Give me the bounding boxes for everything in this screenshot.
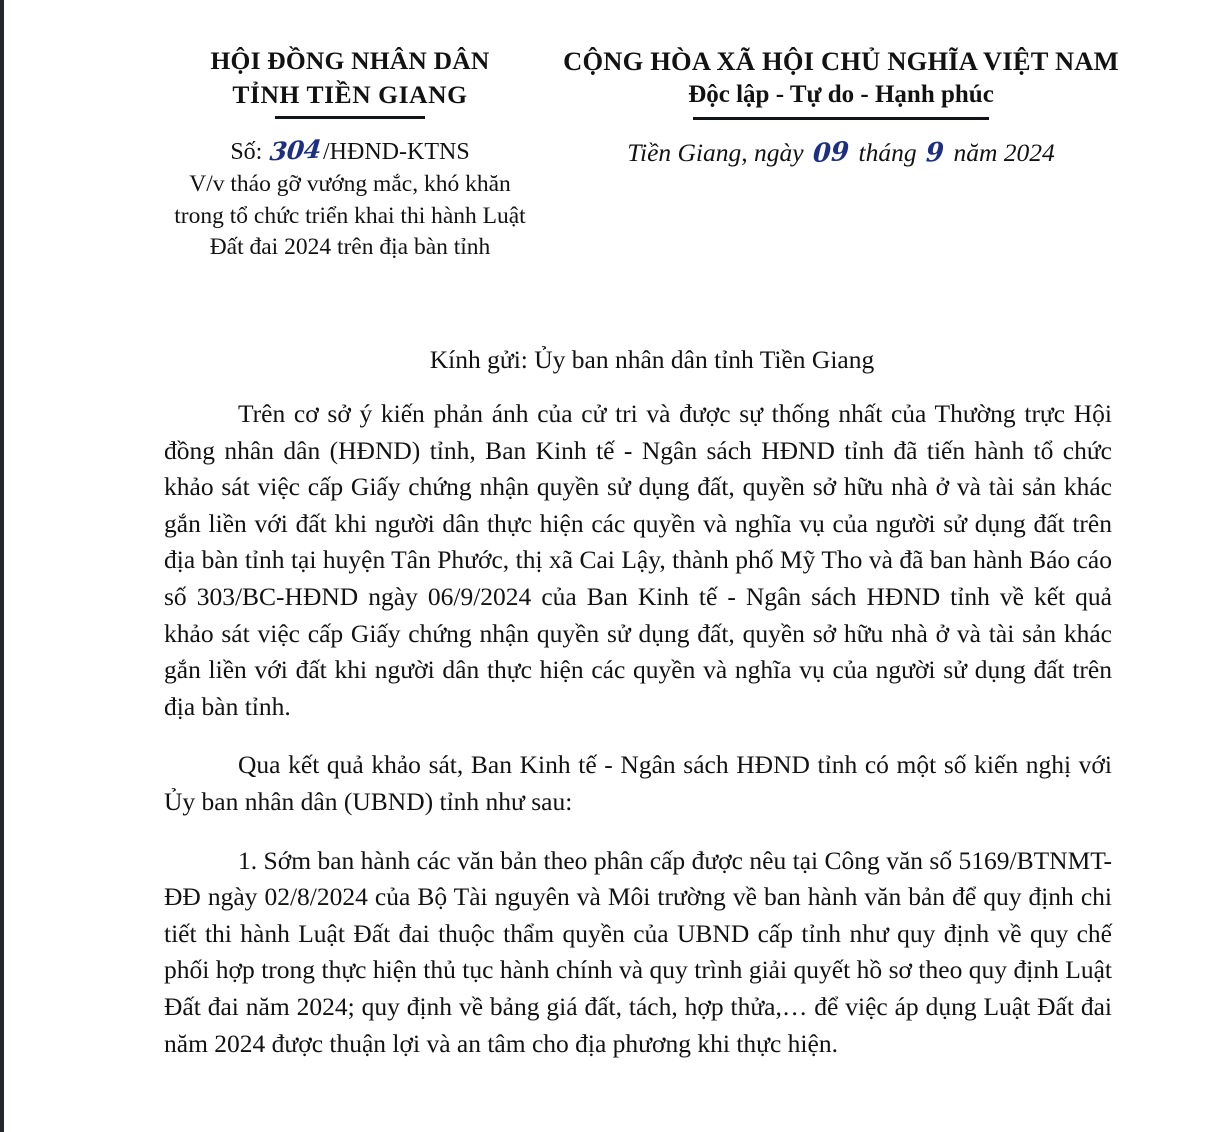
country-name: CỘNG HÒA XÃ HỘI CHỦ NGHĨA VIỆT NAM [563, 46, 1119, 76]
letter-body [164, 396, 1112, 1062]
recipient-line: Kính gửi: Ủy ban nhân dân tỉnh Tiền Giang [429, 345, 875, 374]
body-paragraph: Qua kết quả khảo sát, Ban Kinh tế - Ngân sách HĐND tỉnh có một số kiến nghị với Ủy ban nhân dân (UBND) tỉnh như sau: [164, 750, 1112, 816]
month-label: tháng [858, 137, 917, 167]
document-number-handwritten: 304 [268, 135, 323, 167]
motto-underline [693, 117, 989, 120]
letterhead [0, 44, 1226, 294]
place-and-date-line [548, 138, 1134, 168]
authority-underline [275, 116, 425, 119]
subject-line: V/v tháo gỡ vướng mắc, khó khăn trong tổ chức triển khai thi hành Luật Đất đai 2024 trên địa bàn tỉnh [174, 171, 526, 260]
year-value: 2024 [1003, 137, 1055, 167]
document-number-suffix: /HĐND-KTNS [323, 139, 470, 166]
issuing-authority-line1: HỘI ĐỒNG NHÂN DÂN [210, 46, 490, 75]
place-date-prefix: Tiền Giang, ngày [627, 137, 804, 167]
national-motto: Độc lập - Tự do - Hạnh phúc [688, 81, 994, 109]
body-paragraph-item-1: 1. Sớm ban hành các văn bản theo phân cấp được nêu tại Công văn số 5169/BTNMT-ĐĐ ngày 02/8/2024 của Bộ Tài nguyên và Môi trường về ban hành văn bản để quy định chi tiết thi hành Luật Đất đai thuộc thẩm quyền của UBND cấp tỉnh như quy định về quy chế phối hợp trong thực hiện thủ tục hành chính và quy trình giải quyết hồ sơ theo quy định Luật Đất đai năm 2024; quy định về bảng giá đất, tách, hợp thửa,… để việc áp dụng Luật Đất đai năm 2024 được thuận lợi và an tâm cho địa phương khi thực hiện. [164, 845, 1112, 1058]
document-number-line [160, 135, 540, 167]
issuing-authority-block [160, 44, 540, 263]
document-number-label: Số: [230, 139, 263, 166]
body-paragraph: Trên cơ sở ý kiến phản ánh của cử tri và được sự thống nhất của Thường trực Hội đồng nhân dân (HĐND) tỉnh, Ban Kinh tế - Ngân sách HĐND tỉnh đã tiến hành tổ chức khảo sát việc cấp Giấy chứng nhận quyền sử dụng đất, quyền sở hữu nhà ở và tài sản khác gắn liền với đất khi người dân thực hiện các quyền và nghĩa vụ của người sử dụng đất trên địa bàn tỉnh tại huyện Tân Phước, thị xã Cai Lậy, thành phố Mỹ Tho và đã ban hành Báo cáo số 303/BC-HĐND ngày 06/9/2024 của Ban Kinh tế - Ngân sách HĐND tỉnh về kết quả khảo sát việc cấp Giấy chứng nhận quyền sử dụng đất, quyền sở hữu nhà ở và tài sản khác gắn liền với đất khi người dân thực hiện các quyền và nghĩa vụ của người sử dụng đất trên địa bàn tỉnh. [164, 399, 1112, 721]
year-label: năm [953, 137, 998, 167]
issuing-authority-line2: TỈNH TIỀN GIANG [232, 79, 468, 109]
national-heading-block [548, 44, 1134, 168]
month-handwritten: 9 [925, 137, 945, 169]
day-handwritten: 09 [812, 136, 850, 170]
